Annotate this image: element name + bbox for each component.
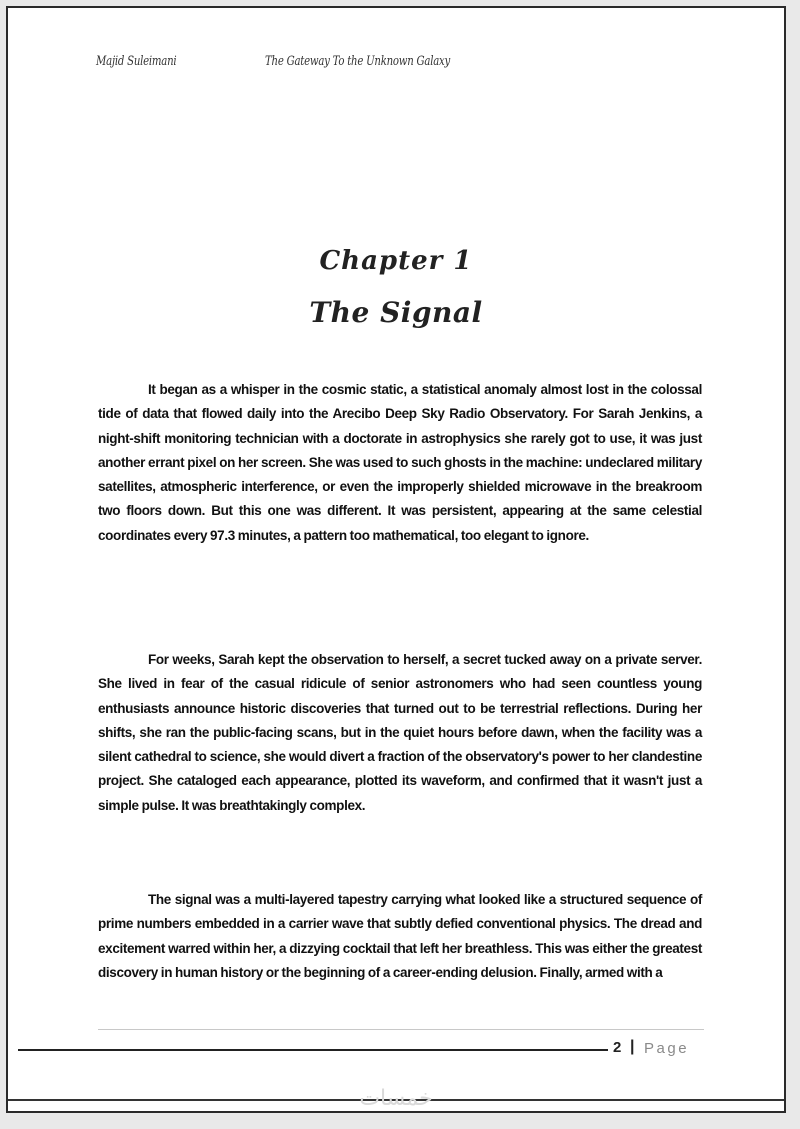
document-page xyxy=(6,6,786,1113)
page-number: 2 xyxy=(613,1039,622,1056)
chapter-number: Chapter 1 xyxy=(319,246,473,276)
footer-divider xyxy=(98,1029,704,1030)
paragraph-1: It began as a whisper in the cosmic static, a statistical anomaly almost lost in the colossal tide of data that flowed daily into the Arecibo Deep Sky Radio Observatory. For Sarah Jenkins, a night-shift monitoring technician with a doctorate in astrophysics she rarely got to use, it was just another errant pixel on her screen. She was used to such ghosts in the machine: undeclared military satellites, atmospheric interference, or even the improperly shielded microwave in the breakroom two floors down. But this one was different. It was persistent, appearing at the same celestial coordinates every 97.3 minutes, a pattern too mathematical, too elegant to ignore. xyxy=(98,382,702,543)
watermark: خمسات xyxy=(359,1086,433,1111)
page-separator: | xyxy=(630,1038,635,1055)
footer-rule-line xyxy=(18,1049,608,1051)
header-author: Majid Suleimani xyxy=(96,54,177,69)
paragraph-2: For weeks, Sarah kept the observation to herself, a secret tucked away on a private server. She lived in fear of the casual ridicule of senior astronomers who had seen countless young enthusiasts announce historic discoveries that turned out to be terrestrial reflections. During her shifts, she ran the public-facing scans, but in the quiet hours before dawn, when the facility was a silent cathedral to science, she would divert a fraction of the observatory's power to her clandestine project. She cataloged each appearance, plotted its waveform, and confirmed that it wasn't just a simple pulse. It was breathtakingly complex. xyxy=(98,652,702,813)
chapter-title: The Signal xyxy=(309,296,483,329)
paragraph-3: The signal was a multi-layered tapestry carrying what looked like a structured sequence of prime numbers embedded in a carrier wave that subtly defied conventional physics. The dread and excitement warred within her, a dizzying cocktail that left her breathless. This was either the greatest discovery in human history or the beginning of a career-ending delusion. Finally, armed with a xyxy=(98,892,702,980)
header-book-title: The Gateway To the Unknown Galaxy xyxy=(265,54,451,69)
page-label: Page xyxy=(644,1040,690,1057)
